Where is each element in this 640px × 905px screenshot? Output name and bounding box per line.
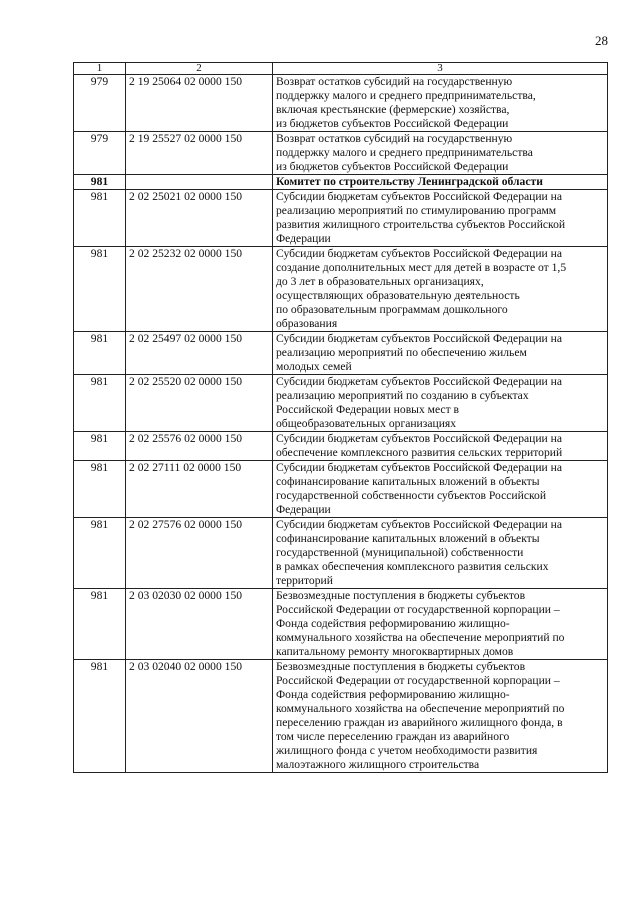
description-line: осуществляющих образовательную деятельность [276,289,520,302]
admin-code-cell: 981 [74,432,126,461]
admin-code-cell: 981 [74,660,126,773]
description-line: Возврат остатков субсидий на государственную [276,75,513,88]
description-cell [273,660,608,773]
description-line: развития жилищного строительства субъектов Российской [276,218,566,231]
description-line: поддержку малого и среднего предпринимательства [276,146,533,159]
table-row [74,375,608,432]
description-line: софинансирование капитальных вложений в объекты [276,475,540,488]
revenue-code-cell: 2 03 02040 02 0000 150 [126,660,273,773]
description-line: обеспечение комплексного развития сельских территорий [276,446,563,459]
description-cell [273,432,608,461]
description-line: жилищного фонда с учетом необходимости развития [276,744,538,757]
description-line: том числе переселению граждан из аварийного [276,730,510,743]
table-section-row [74,175,608,190]
revenue-code-cell: 2 03 02030 02 0000 150 [126,589,273,660]
revenue-code-cell: 2 02 27576 02 0000 150 [126,518,273,589]
description-line: общеобразовательных организациях [276,417,457,430]
description-line: Фонда содействия реформированию жилищно- [276,617,510,630]
description-line: реализацию мероприятий по обеспечению жильем [276,346,527,359]
description-line: коммунального хозяйства на обеспечение мероприятий по [276,631,565,644]
table-row [74,660,608,773]
admin-code-cell: 981 [74,518,126,589]
description-line: Субсидии бюджетам субъектов Российской Федерации на [276,332,562,345]
table-row [74,75,608,132]
description-line: Федерации [276,503,331,516]
description-line: Возврат остатков субсидий на государственную [276,132,513,145]
description-line: Субсидии бюджетам субъектов Российской Федерации на [276,518,562,531]
admin-code-cell: 981 [74,247,126,332]
description-cell [273,132,608,175]
table-row [74,589,608,660]
admin-code-cell: 979 [74,132,126,175]
description-line: Фонда содействия реформированию жилищно- [276,688,510,701]
description-line: реализацию мероприятий по стимулированию программ [276,204,557,217]
table-body [74,63,608,773]
description-line: Субсидии бюджетам субъектов Российской Федерации на [276,461,562,474]
description-line: по образовательным программам дошкольного [276,303,508,316]
description-line: софинансирование капитальных вложений в объекты [276,532,540,545]
description-cell [273,75,608,132]
description-cell [273,589,608,660]
description-line: переселению граждан из аварийного жилищного фонда, в [276,716,563,729]
description-line: Российской Федерации от государственной корпорации – [276,603,560,616]
description-cell [273,461,608,518]
table-row [74,518,608,589]
description-line: Комитет по строительству Ленинградской области [276,175,543,188]
revenue-code-cell: 2 02 27111 02 0000 150 [126,461,273,518]
table-header-row [74,63,608,75]
table-row [74,247,608,332]
description-line: до 3 лет в образовательных организациях, [276,275,484,288]
table-row [74,332,608,375]
revenue-code-cell: 2 02 25497 02 0000 150 [126,332,273,375]
revenue-code-cell: 2 02 25576 02 0000 150 [126,432,273,461]
description-cell [273,375,608,432]
budget-codes-table [73,62,608,773]
admin-code-cell: 979 [74,75,126,132]
description-line: Безвозмездные поступления в бюджеты субъектов [276,660,526,673]
description-line: Федерации [276,232,331,245]
description-line: Российской Федерации от государственной корпорации – [276,674,560,687]
description-cell [273,518,608,589]
header-col-2: 2 [126,63,273,75]
revenue-code-cell: 2 19 25527 02 0000 150 [126,132,273,175]
description-line: создание дополнительных мест для детей в возрасте от 1,5 [276,261,567,274]
description-line: территорий [276,574,333,587]
description-line: из бюджетов субъектов Российской Федерации [276,160,509,173]
description-line: включая крестьянские (фермерские) хозяйства, [276,103,510,116]
description-line: коммунального хозяйства на обеспечение мероприятий по [276,702,565,715]
description-cell [273,332,608,375]
description-line: государственной (муниципальной) собственности [276,546,524,559]
description-line: образования [276,317,338,330]
table-row [74,132,608,175]
description-cell [273,190,608,247]
revenue-code-cell [126,175,273,190]
description-cell [273,175,608,190]
admin-code-cell: 981 [74,375,126,432]
description-line: реализацию мероприятий по созданию в субъектах [276,389,529,402]
revenue-code-cell: 2 02 25021 02 0000 150 [126,190,273,247]
revenue-code-cell: 2 02 25232 02 0000 150 [126,247,273,332]
description-line: из бюджетов субъектов Российской Федерации [276,117,509,130]
revenue-code-cell: 2 19 25064 02 0000 150 [126,75,273,132]
admin-code-cell: 981 [74,461,126,518]
description-cell [273,247,608,332]
admin-code-cell: 981 [74,190,126,247]
description-line: малоэтажного жилищного строительства [276,758,480,771]
description-line: поддержку малого и среднего предпринимательства, [276,89,536,102]
description-line: Субсидии бюджетам субъектов Российской Федерации на [276,432,562,445]
table-row [74,190,608,247]
description-line: в рамках обеспечения комплексного развития сельских [276,560,549,573]
description-line: капитальному ремонту многоквартирных домов [276,645,514,658]
header-col-1: 1 [74,63,126,75]
description-line: Безвозмездные поступления в бюджеты субъектов [276,589,526,602]
revenue-code-cell: 2 02 25520 02 0000 150 [126,375,273,432]
page-number: 28 [595,33,608,48]
table-row [74,432,608,461]
header-col-3: 3 [273,63,608,75]
description-line: молодых семей [276,360,352,373]
description-line: Российской Федерации новых мест в [276,403,460,416]
admin-code-cell: 981 [74,175,126,190]
description-line: Субсидии бюджетам субъектов Российской Федерации на [276,247,562,260]
description-line: государственной собственности субъектов Российской [276,489,547,502]
admin-code-cell: 981 [74,589,126,660]
description-line: Субсидии бюджетам субъектов Российской Федерации на [276,190,562,203]
table-row [74,461,608,518]
admin-code-cell: 981 [74,332,126,375]
description-line: Субсидии бюджетам субъектов Российской Федерации на [276,375,562,388]
